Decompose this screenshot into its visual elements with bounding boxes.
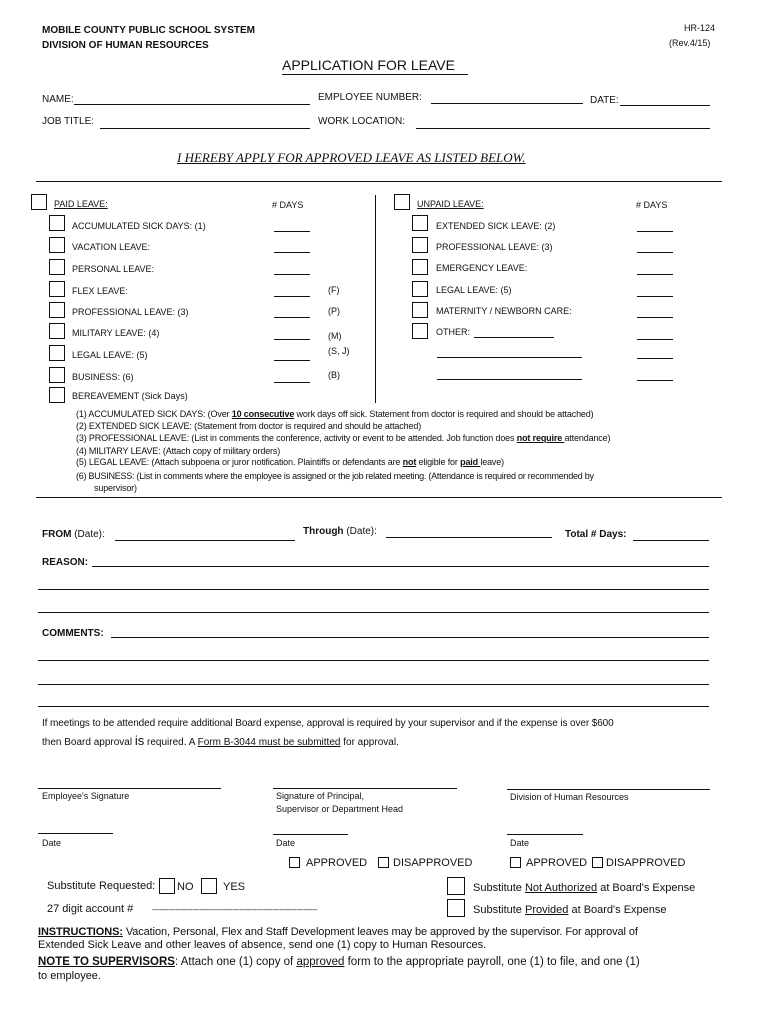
hr-date-field[interactable] (507, 834, 583, 835)
legal-leave-paid-label: LEGAL LEAVE: (5) (72, 350, 148, 360)
other-leave-field[interactable] (474, 337, 554, 338)
hr-approved-checkbox[interactable] (510, 857, 521, 868)
personal-leave-checkbox[interactable] (49, 259, 65, 275)
employee-signature-field[interactable] (38, 788, 221, 789)
extended-sick-checkbox[interactable] (412, 215, 428, 231)
note-2: (2) EXTENDED SICK LEAVE: (Statement from doctor is required and should be attached) (76, 421, 422, 431)
professional-unpaid-days-field[interactable] (637, 252, 673, 253)
bereavement-checkbox[interactable] (49, 387, 65, 403)
reason-field-line-2[interactable] (38, 589, 709, 590)
personal-leave-label: PERSONAL LEAVE: (72, 264, 155, 274)
comments-field-line-1[interactable] (111, 637, 709, 638)
legal-leave-unpaid-checkbox[interactable] (412, 281, 428, 297)
professional-leave-paid-label: PROFESSIONAL LEAVE: (3) (72, 307, 189, 317)
other-extra-line-1[interactable] (437, 357, 582, 358)
flex-leave-label: FLEX LEAVE: (72, 286, 128, 296)
instructions-line-1: INSTRUCTIONS: Vacation, Personal, Flex and Staff Development leaves may be approved by the supervisor. For approval of (38, 926, 638, 938)
vacation-days-field[interactable] (274, 252, 310, 253)
page-title: APPLICATION FOR LEAVE (282, 57, 455, 73)
name-field[interactable] (74, 104, 310, 105)
reason-field-line-3[interactable] (38, 612, 709, 613)
flex-days-field[interactable] (274, 296, 310, 297)
supervisor-note-line-2: to employee. (38, 970, 101, 982)
legal-unpaid-days-field[interactable] (637, 296, 673, 297)
other-extra-line-2[interactable] (437, 379, 582, 380)
instructions-line-2: Extended Sick Leave and other leaves of absence, send one (1) copy to Human Resources. (38, 939, 487, 951)
military-code: (M) (328, 331, 342, 341)
date-label: DATE: (590, 95, 619, 106)
accumulated-sick-checkbox[interactable] (49, 215, 65, 231)
business-leave-label: BUSINESS: (6) (72, 372, 134, 382)
extended-sick-label: EXTENDED SICK LEAVE: (2) (436, 221, 556, 231)
paid-days-heading: # DAYS (272, 200, 304, 210)
paid-leave-heading: PAID LEAVE: (54, 199, 108, 209)
comments-field-line-2[interactable] (38, 660, 709, 661)
board-approval-note: then Board approval is required. A Form B-3044 must be submitted for approval. (42, 733, 399, 748)
job-title-label: JOB TITLE: (42, 116, 95, 127)
from-date-label: FROM (Date): (42, 529, 105, 540)
work-location-field[interactable] (416, 128, 710, 129)
note-3: (3) PROFESSIONAL LEAVE: (List in comments the conference, activity or event to be attended. Job function does not require attendance) (76, 433, 611, 443)
account-number-label: 27 digit account # (47, 903, 134, 915)
note-4: (4) MILITARY LEAVE: (Attach copy of military orders) (76, 446, 281, 456)
business-days-field[interactable] (274, 382, 310, 383)
principal-signature-label: Signature of Principal, (276, 791, 365, 801)
form-revision: (Rev.4/15) (669, 38, 711, 48)
hr-signature-field[interactable] (507, 789, 710, 790)
substitute-yes-checkbox[interactable] (201, 878, 217, 894)
military-days-field[interactable] (274, 339, 310, 340)
hr-disapproved-label: DISAPPROVED (606, 857, 686, 869)
principal-approved-checkbox[interactable] (289, 857, 300, 868)
accumulated-sick-label: ACCUMULATED SICK DAYS: (1) (72, 221, 206, 231)
principal-signature-field[interactable] (273, 788, 457, 789)
reason-label: REASON: (42, 557, 89, 568)
emergency-days-field[interactable] (637, 274, 673, 275)
legal-paid-days-field[interactable] (274, 360, 310, 361)
total-days-label: Total # Days: (565, 529, 627, 540)
hr-date-label: Date (510, 838, 530, 848)
org-division: DIVISION OF HUMAN RESOURCES (42, 40, 209, 51)
account-number-field[interactable]: ---------------------------------------------------------------------- (152, 905, 318, 914)
business-code: (B) (328, 370, 340, 380)
legal-leave-paid-checkbox[interactable] (49, 345, 65, 361)
hr-signature-label: Division of Human Resources (510, 792, 629, 802)
paid-leave-checkbox[interactable] (31, 194, 47, 210)
unpaid-leave-checkbox[interactable] (394, 194, 410, 210)
employee-number-label: EMPLOYEE NUMBER: (318, 92, 422, 103)
date-field[interactable] (620, 105, 710, 106)
professional-paid-days-field[interactable] (274, 317, 310, 318)
maternity-leave-label: MATERNITY / NEWBORN CARE: (436, 306, 572, 316)
legal-code: (S, J) (328, 346, 350, 356)
personal-days-field[interactable] (274, 274, 310, 275)
employee-number-field[interactable] (431, 103, 583, 104)
emergency-leave-label: EMERGENCY LEAVE: (436, 263, 528, 273)
note-6-continued: supervisor) (94, 483, 137, 493)
extended-sick-days-field[interactable] (637, 231, 673, 232)
note-1: (1) ACCUMULATED SICK DAYS: (Over 10 consecutive work days off sick. Statement from doctor is required and should be attached) (76, 409, 594, 419)
total-days-field[interactable] (633, 540, 709, 541)
other-leave-label: OTHER: (436, 327, 471, 337)
employee-date-field[interactable] (38, 833, 113, 834)
principal-disapproved-checkbox[interactable] (378, 857, 389, 868)
unpaid-leave-heading: UNPAID LEAVE: (417, 199, 484, 209)
supervisor-note-line-1: NOTE TO SUPERVISORS: Attach one (1) copy of approved form to the appropriate payroll, one (1) to file, and one (1) (38, 956, 640, 968)
vacation-leave-label: VACATION LEAVE: (72, 242, 151, 252)
other-leave-checkbox[interactable] (412, 323, 428, 339)
note-5: (5) LEGAL LEAVE: (Attach subpoena or juror notification. Plaintiffs or defendants are not eligible for paid leave) (76, 457, 504, 467)
board-expense-note: If meetings to be attended require additional Board expense, approval is required by your supervisor and if the expense is over $600 (42, 718, 614, 729)
note-6: (6) BUSINESS: (List in comments where the employee is assigned or the job related meeting. (Attendance is required or recommended by (76, 471, 594, 481)
professional-leave-paid-checkbox[interactable] (49, 302, 65, 318)
employee-date-label: Date (42, 838, 62, 848)
hr-disapproved-checkbox[interactable] (592, 857, 603, 868)
maternity-leave-checkbox[interactable] (412, 302, 428, 318)
from-date-field[interactable] (115, 540, 295, 541)
bereavement-label: BEREAVEMENT (Sick Days) (72, 391, 188, 401)
principal-date-label: Date (276, 838, 296, 848)
accumulated-sick-days-field[interactable] (274, 231, 310, 232)
form-number: HR-124 (684, 23, 716, 33)
name-label: NAME: (42, 94, 74, 105)
business-leave-checkbox[interactable] (49, 367, 65, 383)
through-date-field[interactable] (386, 537, 552, 538)
apply-statement: I HEREBY APPLY FOR APPROVED LEAVE AS LISTED BELOW. (177, 150, 526, 165)
comments-field-line-3[interactable] (38, 684, 709, 685)
other-extra-days-1[interactable] (637, 358, 673, 359)
substitute-provided-label: Substitute Provided at Board's Expense (473, 904, 667, 916)
comments-field-line-4[interactable] (38, 706, 709, 707)
military-leave-checkbox[interactable] (49, 323, 65, 339)
substitute-no-label: NO (177, 881, 194, 893)
military-leave-label: MILITARY LEAVE: (4) (72, 328, 160, 338)
flex-code: (F) (328, 285, 340, 295)
substitute-requested-label: Substitute Requested: (47, 880, 156, 892)
reason-field-line-1[interactable] (92, 566, 709, 567)
professional-leave-unpaid-label: PROFESSIONAL LEAVE: (3) (436, 242, 553, 252)
leave-column-divider (375, 195, 376, 403)
flex-leave-checkbox[interactable] (49, 281, 65, 297)
substitute-provided-checkbox[interactable] (447, 899, 465, 917)
leave-section-top-border (36, 181, 722, 182)
leave-section-bottom-border (36, 497, 722, 498)
professional-code: (P) (328, 306, 340, 316)
principal-date-field[interactable] (273, 834, 348, 835)
title-underline (282, 74, 468, 75)
substitute-not-authorized-checkbox[interactable] (447, 877, 465, 895)
substitute-not-authorized-label: Substitute Not Authorized at Board's Expense (473, 882, 696, 894)
vacation-leave-checkbox[interactable] (49, 237, 65, 253)
principal-signature-sublabel: Supervisor or Department Head (276, 804, 404, 814)
hr-approved-label: APPROVED (526, 857, 588, 869)
org-name: MOBILE COUNTY PUBLIC SCHOOL SYSTEM (42, 25, 255, 36)
principal-disapproved-label: DISAPPROVED (393, 857, 473, 869)
legal-leave-unpaid-label: LEGAL LEAVE: (5) (436, 285, 512, 295)
other-days-field[interactable] (637, 339, 673, 340)
principal-approved-label: APPROVED (306, 857, 368, 869)
through-date-label: Through (Date): (303, 526, 377, 537)
work-location-label: WORK LOCATION: (318, 116, 406, 127)
professional-leave-unpaid-checkbox[interactable] (412, 237, 428, 253)
unpaid-days-heading: # DAYS (636, 200, 668, 210)
emergency-leave-checkbox[interactable] (412, 259, 428, 275)
maternity-days-field[interactable] (637, 317, 673, 318)
employee-signature-label: Employee's Signature (42, 791, 130, 801)
substitute-no-checkbox[interactable] (159, 878, 175, 894)
other-extra-days-2[interactable] (637, 380, 673, 381)
substitute-yes-label: YES (223, 881, 246, 893)
job-title-field[interactable] (100, 128, 310, 129)
comments-label: COMMENTS: (42, 628, 104, 639)
